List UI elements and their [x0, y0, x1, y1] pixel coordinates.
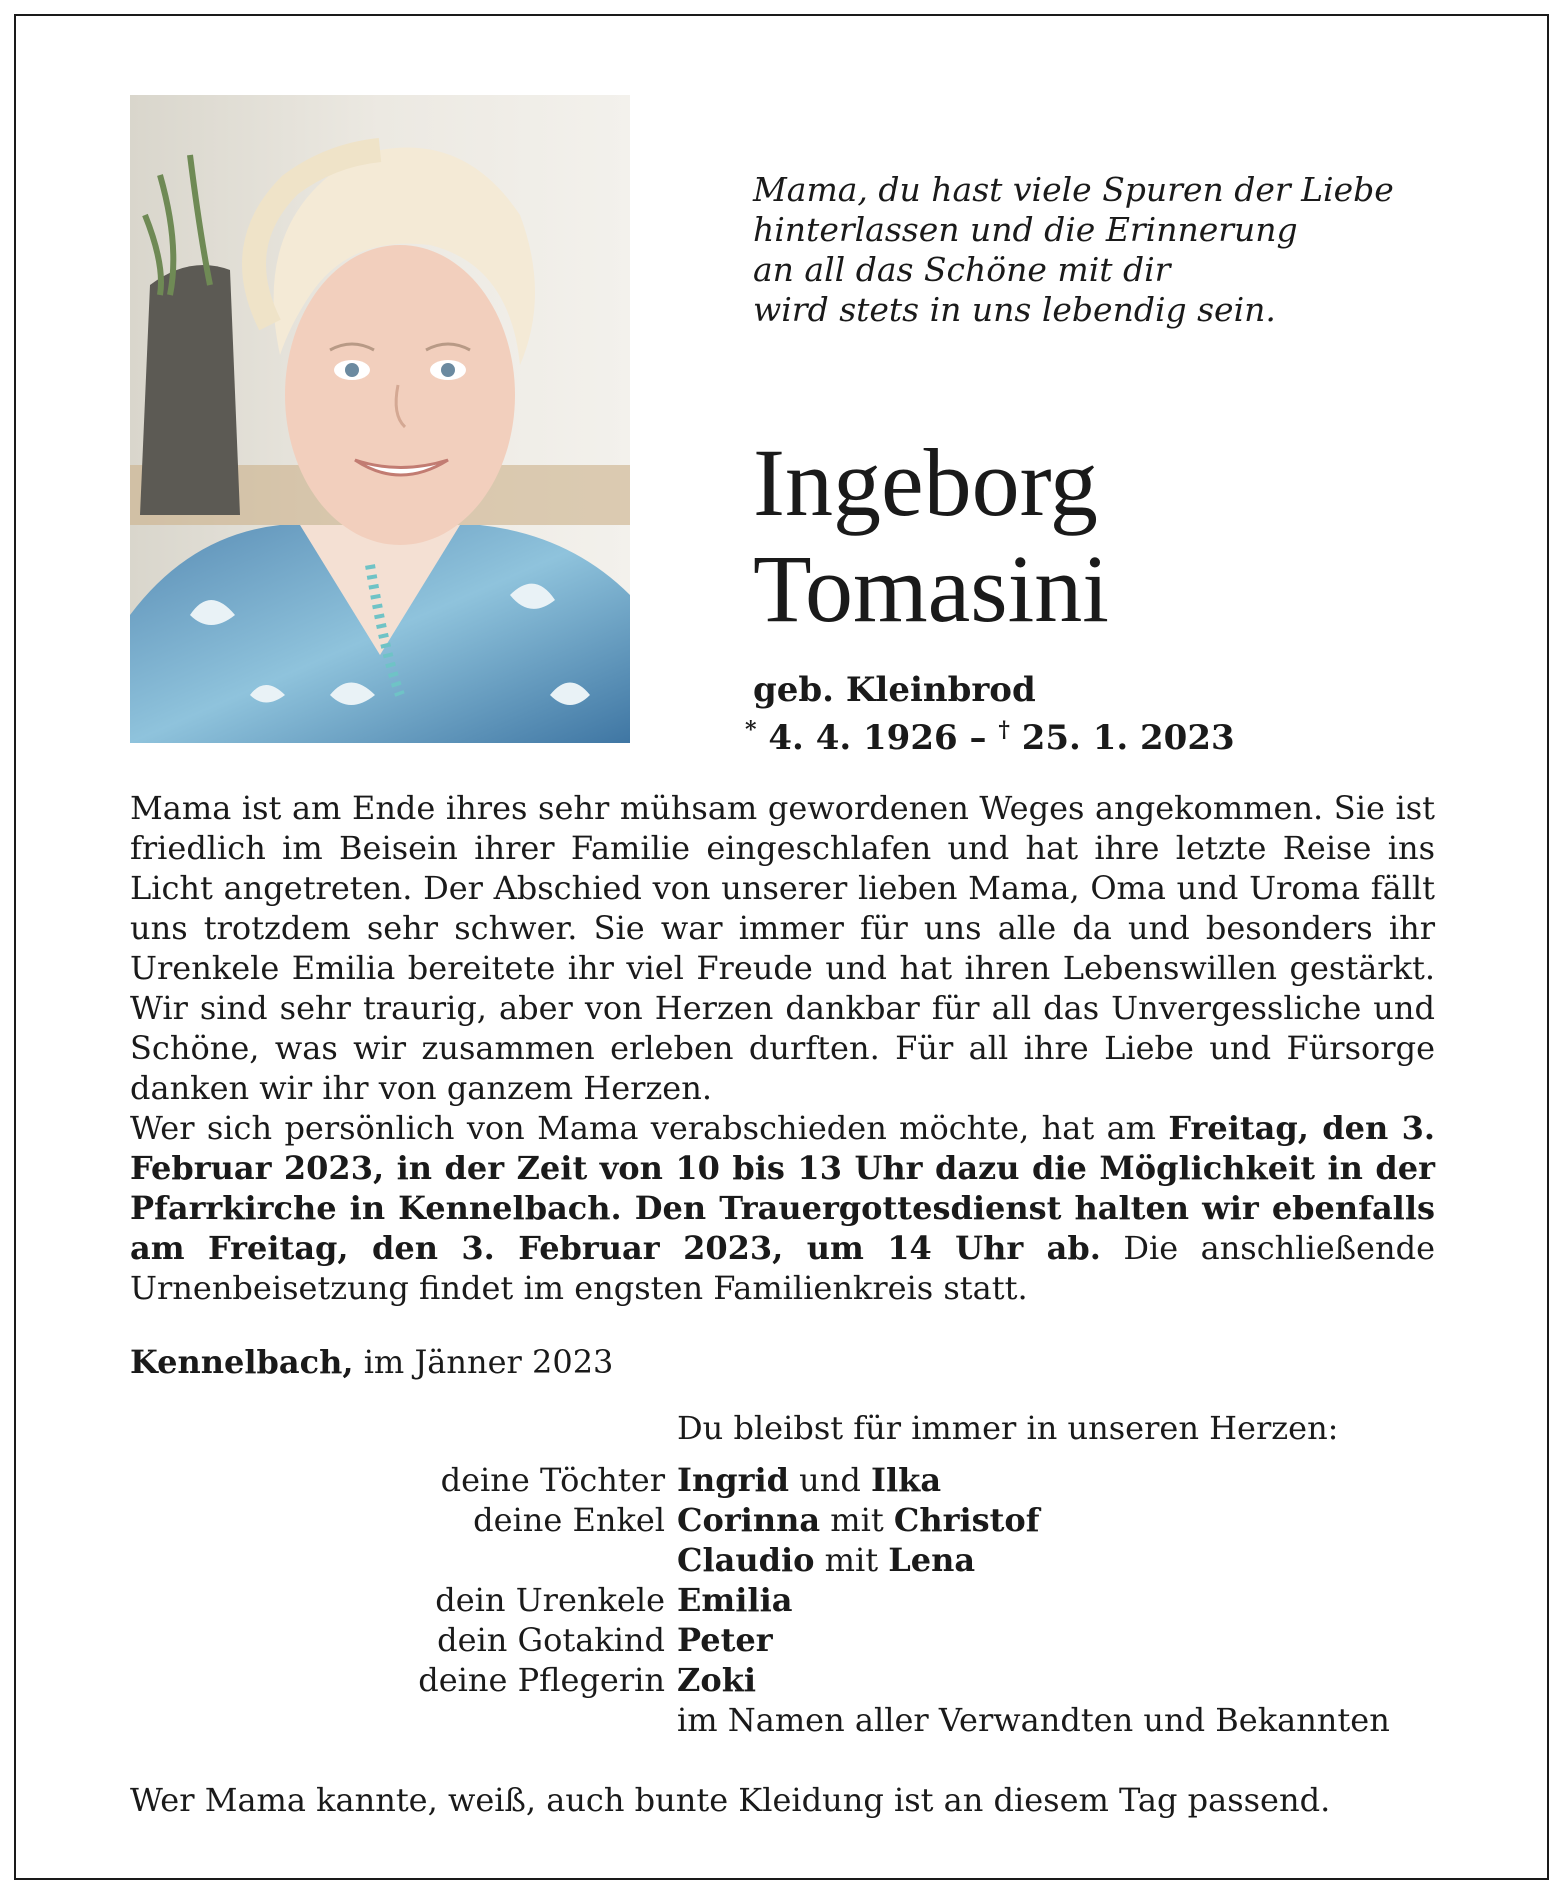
signature-label: deine Enkel [473, 1501, 665, 1539]
signature-row [0, 1500, 1567, 1540]
signature-row [0, 1620, 1567, 1660]
signature-name: Ilka [871, 1461, 942, 1499]
closing-note: Wer Mama kannte, weiß, auch bunte Kleidung ist an diesem Tag passend. [130, 1781, 1331, 1819]
place-date-line [130, 1342, 613, 1382]
quote-line: an all das Schöne mit dir [753, 250, 1171, 289]
portrait-illustration [130, 95, 630, 743]
signature-names [677, 1540, 975, 1580]
signature-name: Ingrid [677, 1461, 789, 1499]
deceased-name [753, 430, 1109, 642]
signature-intro: Du bleibst für immer in unseren Herzen: [677, 1409, 1339, 1447]
signature-name: Lena [888, 1541, 976, 1579]
maiden-name: geb. Kleinbrod [753, 670, 1036, 710]
signature-label: dein Urenkele [435, 1581, 665, 1619]
service-end: Die anschließende Urnenbeisetzung findet im engsten Familienkreis statt. [130, 1229, 1436, 1307]
signature-conj: mit [814, 1541, 889, 1579]
signature-outro: im Namen aller Verwandten und Bekannten [677, 1701, 1390, 1739]
signature-name: Peter [677, 1621, 773, 1659]
signature-conj: mit [820, 1501, 894, 1539]
signature-row [0, 1460, 1567, 1500]
birth-symbol: * [745, 717, 757, 743]
death-symbol: † [998, 717, 1010, 743]
signature-label: deine Pflegerin [418, 1661, 665, 1699]
life-dates [745, 710, 1235, 758]
signature-row [0, 1540, 1567, 1580]
memorial-quote [753, 170, 1394, 330]
service-intro: Wer sich persönlich von Mama verabschieden möchte, hat am [130, 1109, 1169, 1147]
birth-date: 4. 4. 1926 [768, 718, 958, 758]
signature-name: Zoki [677, 1661, 757, 1699]
signature-name: Emilia [677, 1581, 793, 1619]
signature-label: dein Gotakind [437, 1621, 665, 1659]
signature-name: Christof [893, 1501, 1040, 1539]
signature-names [677, 1580, 792, 1620]
signature-name: Corinna [677, 1501, 821, 1539]
signature-names [677, 1660, 756, 1700]
signature-row [0, 1580, 1567, 1620]
date-separator: – [969, 718, 987, 758]
first-name: Ingeborg [753, 429, 1098, 536]
service-details: Freitag, den 3. Februar 2023, in der Zeit von 10 bis 13 Uhr dazu die Möglichkeit in der Pfarrkirche in Kennelbach. Den Trauergottesdienst halten wir ebenfalls am Freitag, den 3. Februar 2023, um 14 Uhr ab. [130, 1109, 1436, 1267]
signature-label: deine Töchter [440, 1461, 665, 1499]
quote-line: Mama, du hast viele Spuren der Liebe [753, 170, 1394, 209]
signature-names [677, 1460, 941, 1500]
signature-conj: und [789, 1461, 872, 1499]
obituary-paragraph: Mama ist am Ende ihres sehr mühsam gewordenen Weges angekommen. Sie ist friedlich im Beisein ihrer Familie eingeschlafen und hat ihre letzte Reise ins Licht angetreten. Der Abschied von unserer lieben Mama, Oma und Uroma fällt uns trotzdem sehr schwer. Sie war immer für uns alle da und besonders ihr Urenkele Emilia bereitete ihr viel Freude und hat ihren Lebenswillen gestärkt. Wir sind sehr traurig, aber von Herzen dankbar für all das Unvergessliche und Schöne, was wir zusammen erleben durften. Für all ihre Liebe und Fürsorge danken wir ihr von ganzem Herzen. [130, 789, 1435, 1107]
signature-names [677, 1620, 773, 1660]
portrait-photo [130, 95, 630, 743]
signature-row [0, 1700, 1567, 1740]
last-name: Tomasini [753, 535, 1109, 642]
place-town: Kennelbach, [130, 1343, 354, 1381]
quote-line: wird stets in uns lebendig sein. [753, 290, 1276, 329]
obituary-text [130, 788, 1435, 1308]
quote-line: hinterlassen und die Erinnerung [753, 210, 1298, 249]
service-paragraph [130, 1108, 1435, 1308]
signature-name: Claudio [677, 1541, 815, 1579]
place-date: im Jänner 2023 [353, 1343, 614, 1381]
signature-row [0, 1660, 1567, 1700]
signature-names [677, 1500, 1040, 1540]
death-date: 25. 1. 2023 [1021, 718, 1235, 758]
